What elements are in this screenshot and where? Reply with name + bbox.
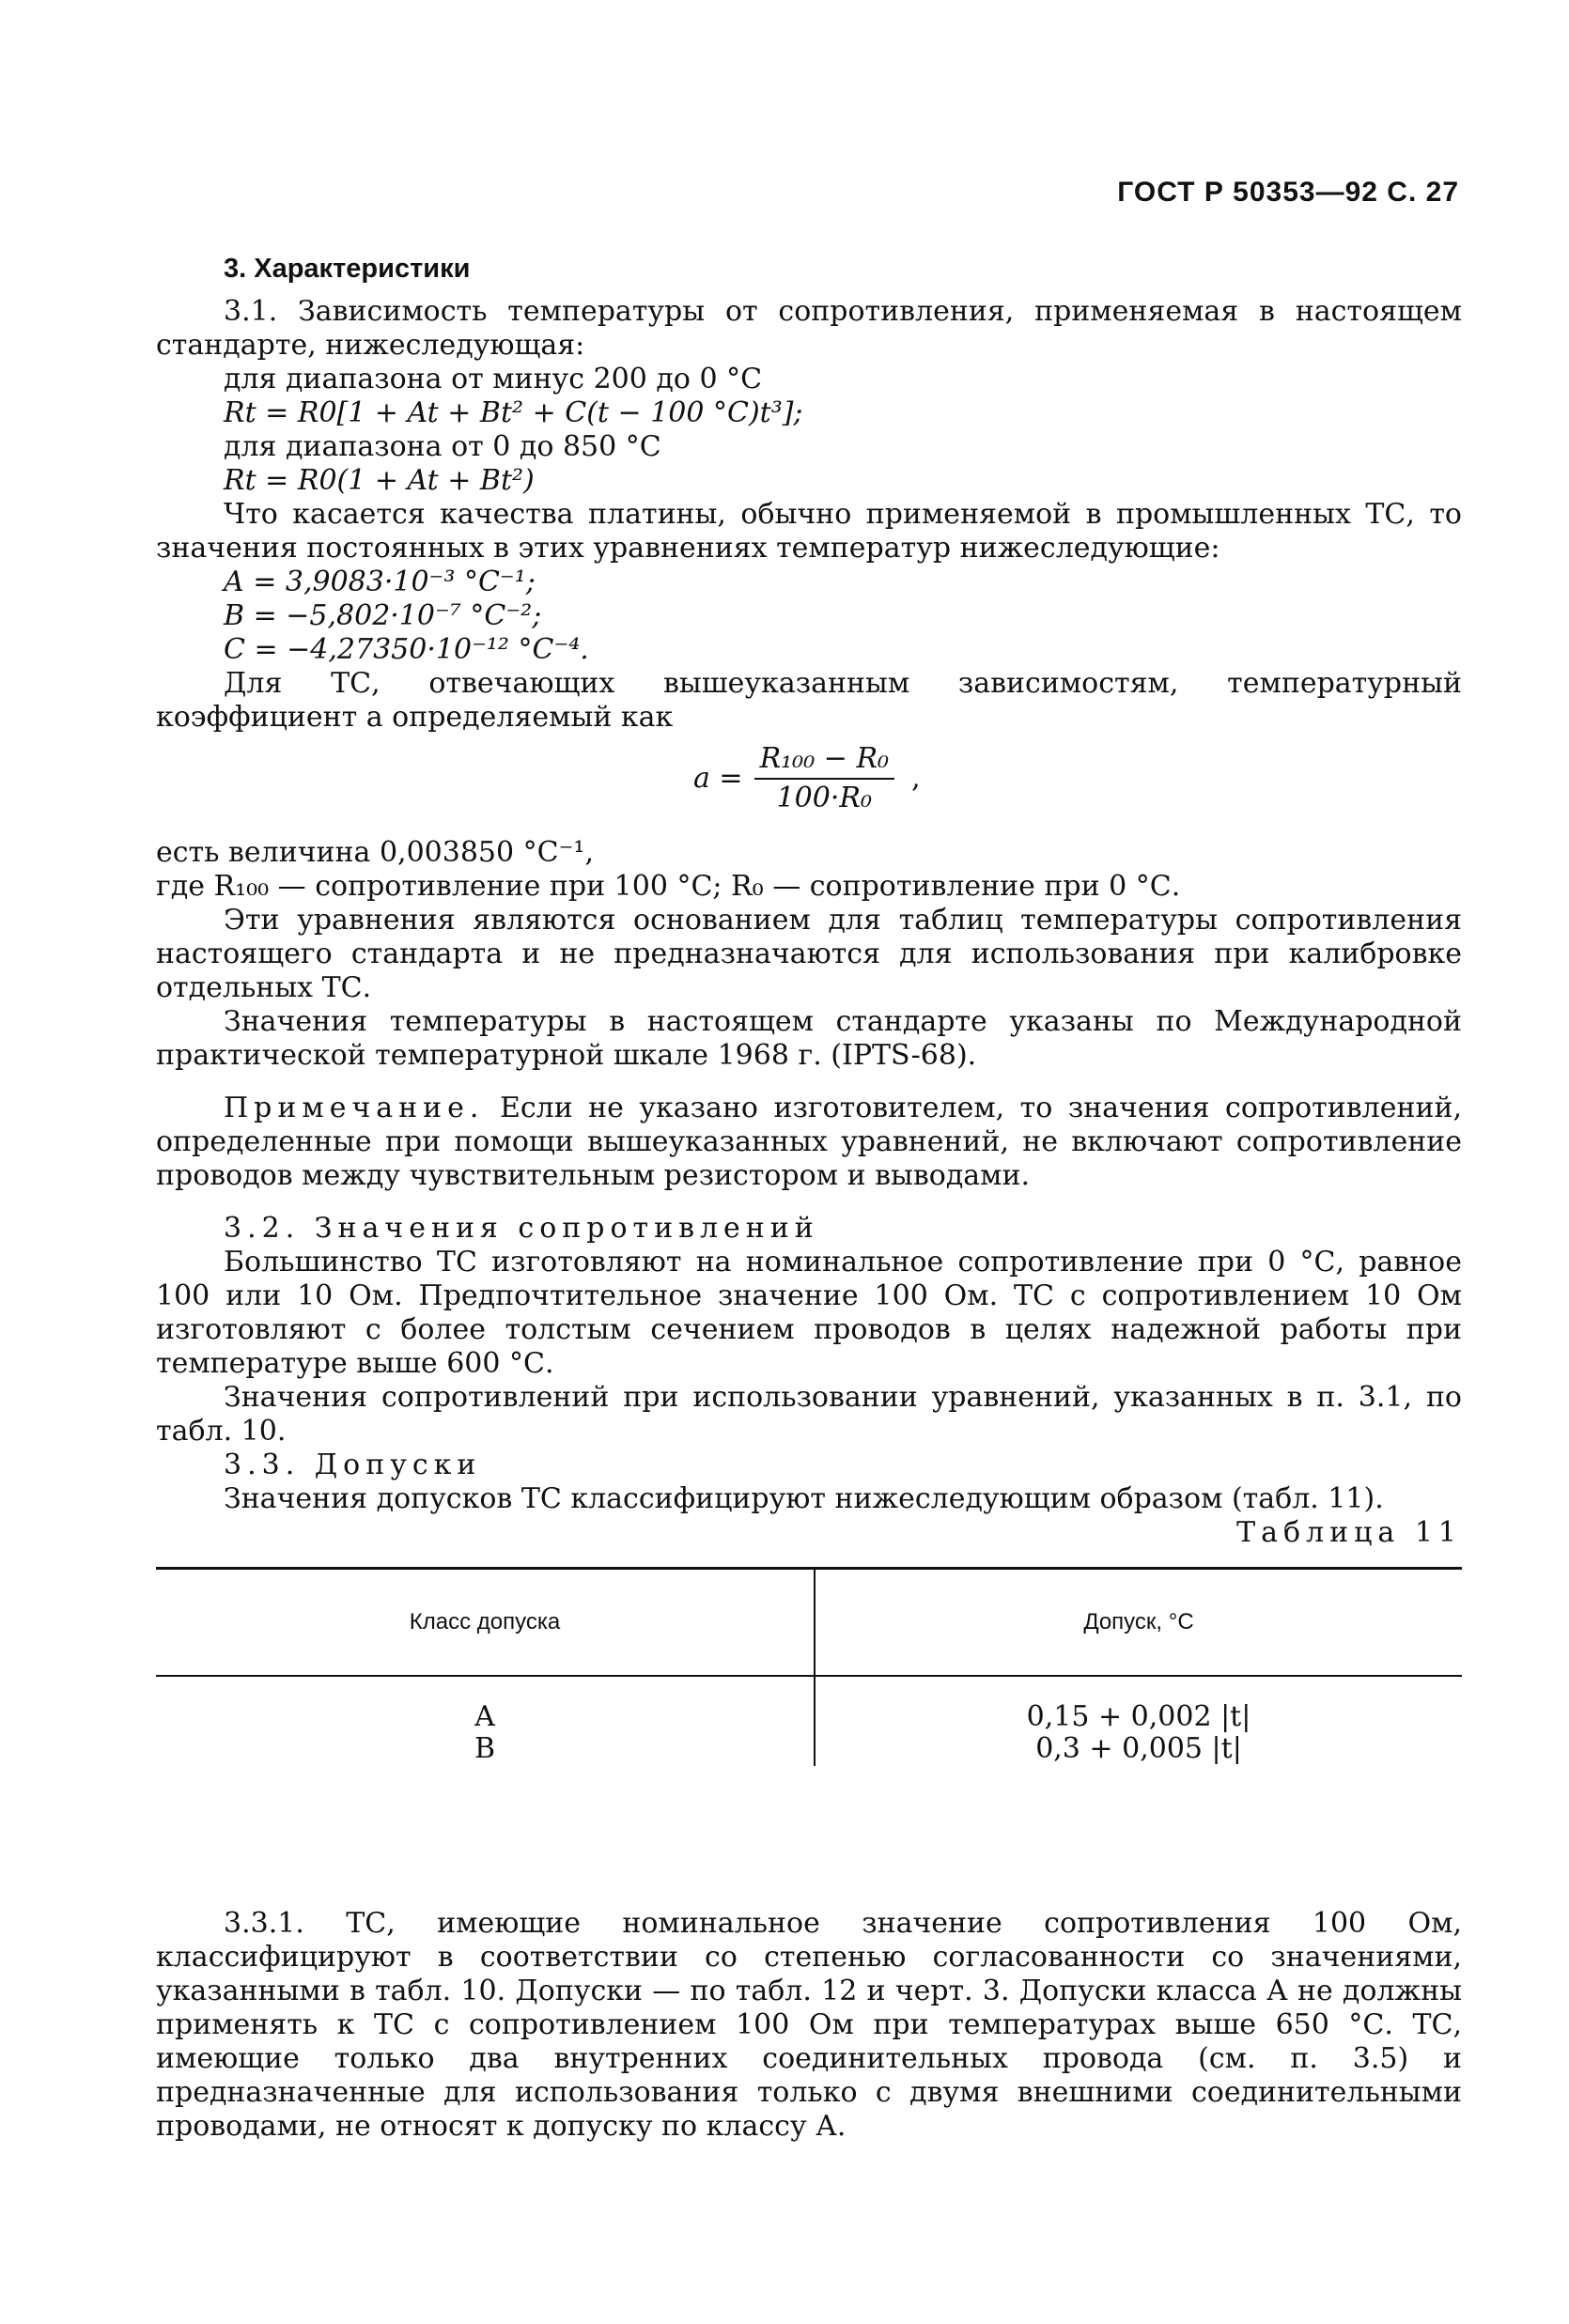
clause-3-3-1-text: 3.3.1. ТС, имеющие номинальное значение сопротивления 100 Ом, классифицируют в соответствии со степенью согласованности со значениями, указанными в табл. 10. Допуски — по табл. 12 и черт. 3. Допуски класса А не должны применять к ТС с сопротивлением 100 Ом при температурах выше 650 °С. ТС, имеющие только два внутренних соединительных провода (см. п. 3.5) и предназначенные для использования только с двумя внешними соединительными проводами, не относят к допуску по классу А. [156,1907,1462,2143]
formula-2: Rt = R0(1 + At + Bt²) [224,464,535,497]
table-row [156,1676,1462,1766]
clause-3-2-text-2: Значения сопротивлений при использовании уравнений, указанных в п. 3.1, по табл. 10. [156,1381,1462,1448]
tolerance-cell: 0,15 + 0,002 |t| [1026,1700,1251,1733]
fraction-numerator: R₁₀₀ − R₀ [754,742,895,780]
column-header-tolerance: Допуск, °С [815,1569,1462,1677]
clause-3-2-title: 3.2. Значения сопротивлений [224,1212,819,1245]
temperature-scale-paragraph: Значения температуры в настоящем стандарте указаны по Международной практической температурной шкале 1968 г. (IPTS-68). [156,1005,1462,1072]
platinum-paragraph: Что касается качества платины, обычно применяемой в промышленных ТС, то значения постоянных в этих уравнениях температур нижеследующие: [156,498,1462,565]
clause-3-2-text: Большинство ТС изготовляют на номинальное сопротивление при 0 °С, равное 100 или 10 Ом. Предпочтительное значение 100 Ом. ТС с сопротивлением 10 Ом изготовляют с более толстым сечением проводов в целях надежной работы при температуре выше 600 °С. [156,1246,1462,1380]
column-header-class: Класс допуска [156,1569,815,1677]
formula-lhs: a = [693,762,743,795]
tolerance-classes [156,1676,815,1766]
remark-text: Если не указано изготовителем, то значения сопротивлений, определенные при помощи вышеуказанных уравнений, не включают сопротивление проводов между чувствительным резистором и выводами. [156,1092,1462,1192]
constant-c: C = −4,27350·10⁻¹² °C⁻⁴. [224,633,589,666]
coefficient-formula [156,735,1462,836]
formula-comma: , [911,762,921,795]
section-title: 3. Характеристики [224,254,471,284]
remark-label: Примечание. [224,1092,485,1124]
tables-basis-paragraph: Эти уравнения являются основанием для таблиц температуры сопротивления настоящего стандарта и не предназначаются для использования при калибровке отдельных ТС. [156,904,1462,1004]
fraction-denominator: 100·R₀ [776,782,873,814]
class-cell: B [474,1732,496,1765]
range-label-1: для диапазона от минус 200 до 0 °С [224,363,763,395]
clause-3-1-intro: 3.1. Зависимость температуры от сопротивления, применяемая в настоящем стандарте, нижеследующая: [156,295,1462,362]
clause-3-3-title: 3.3. Допуски [224,1449,482,1481]
coefficient-intro: Для ТС, отвечающих вышеуказанным зависимостям, температурный коэффициент a определяемый как [156,667,1462,734]
class-cell: A [474,1700,495,1733]
tolerance-values [815,1676,1462,1766]
tolerance-cell: 0,3 + 0,005 |t| [1035,1732,1242,1765]
constant-a: A = 3,9083·10⁻³ °C⁻¹; [224,566,536,598]
standard-header: ГОСТ Р 50353—92 С. 27 [1117,177,1459,208]
table-11-caption: Таблица 11 [1236,1516,1462,1549]
tolerance-table [156,1567,1462,1766]
constant-b: B = −5,802·10⁻⁷ °C⁻²; [224,599,542,632]
remark [156,1092,1462,1193]
coefficient-value: есть величина 0,003850 °C⁻¹, [156,836,594,869]
where-definition: где R₁₀₀ — сопротивление при 100 °С; R₀ — сопротивление при 0 °С. [156,870,1181,903]
document-body [156,252,1462,2144]
range-label-2: для диапазона от 0 до 850 °С [224,430,661,463]
formula-1: Rt = R0[1 + At + Bt² + C(t − 100 °C)t³]; [224,396,803,429]
clause-3-3-text: Значения допусков ТС классифицируют нижеследующим образом (табл. 11). [224,1482,1384,1515]
